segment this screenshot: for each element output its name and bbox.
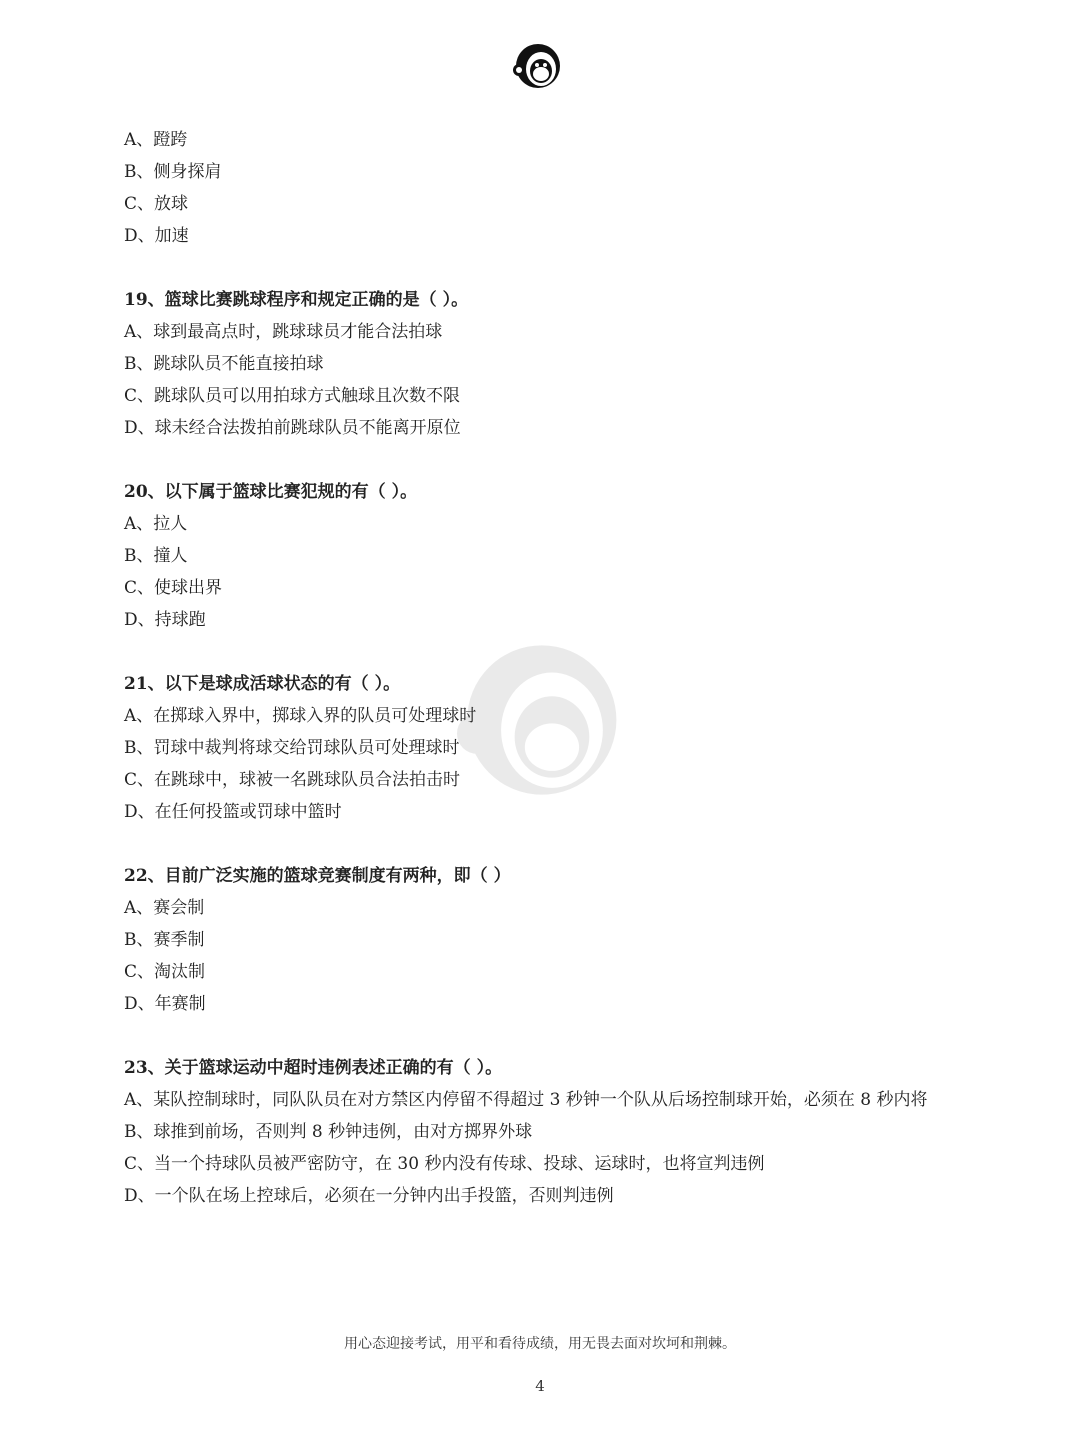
question-title: 19、篮球比赛跳球程序和规定正确的是（ ）。 — [124, 290, 469, 310]
continued-options — [124, 124, 1004, 252]
option-a: A、某队控制球时，同队队员在对方禁区内停留不得超过 3 秒钟一个队从后场控制球开始，必须在 8 秒内将 — [124, 1090, 928, 1110]
option-c: C、跳球队员可以用拍球方式触球且次数不限 — [124, 386, 461, 406]
option-a: A、赛会制 — [124, 898, 205, 918]
option-a: A、在掷球入界中，掷球入界的队员可处理球时 — [124, 706, 477, 726]
option-c: C、放球 — [124, 194, 189, 214]
option-b: B、撞人 — [124, 546, 188, 566]
option-d: D、一个队在场上控球后，必须在一分钟内出手投篮，否则判违例 — [124, 1186, 614, 1206]
question-21 — [124, 668, 1004, 828]
option-d: D、在任何投篮或罚球中篮时 — [124, 802, 342, 822]
option-d: D、年赛制 — [124, 994, 206, 1014]
question-title: 21、以下是球成活球状态的有（ ）。 — [124, 674, 401, 694]
question-title: 23、关于篮球运动中超时违例表述正确的有（ ）。 — [124, 1058, 503, 1078]
option-a: A、拉人 — [124, 514, 188, 534]
option-c: C、淘汰制 — [124, 962, 206, 982]
option-c: C、当一个持球队员被严密防守，在 30 秒内没有传球、投球、运球时，也将宣判违例 — [124, 1154, 765, 1174]
option-d: D、球未经合法拨拍前跳球队员不能离开原位 — [124, 418, 461, 438]
option-d: D、加速 — [124, 226, 189, 246]
question-23 — [124, 1052, 1004, 1212]
question-22 — [124, 860, 1004, 1020]
question-list — [124, 124, 1004, 1212]
page-number: 4 — [535, 1377, 545, 1395]
option-a: A、蹬跨 — [124, 130, 188, 150]
option-d: D、持球跑 — [124, 610, 206, 630]
option-b: B、跳球队员不能直接拍球 — [124, 354, 324, 374]
option-b: B、罚球中裁判将球交给罚球队员可处理球时 — [124, 738, 460, 758]
option-c: C、在跳球中，球被一名跳球队员合法拍击时 — [124, 770, 461, 790]
option-b: B、侧身探肩 — [124, 162, 222, 182]
question-20 — [124, 476, 1004, 636]
option-a: A、球到最高点时，跳球球员才能合法拍球 — [124, 322, 443, 342]
monkey-logo-icon — [508, 38, 564, 94]
question-19 — [124, 284, 1004, 444]
option-b: B、球推到前场，否则判 8 秒钟违例，由对方掷界外球 — [124, 1122, 533, 1142]
question-title: 22、目前广泛实施的篮球竞赛制度有两种，即（ ） — [124, 866, 511, 886]
option-c: C、使球出界 — [124, 578, 223, 598]
question-title: 20、以下属于篮球比赛犯规的有（ ）。 — [124, 482, 418, 502]
footer-motto: 用心态迎接考试，用平和看待成绩，用无畏去面对坎坷和荆棘。 — [344, 1336, 736, 1352]
option-b: B、赛季制 — [124, 930, 205, 950]
